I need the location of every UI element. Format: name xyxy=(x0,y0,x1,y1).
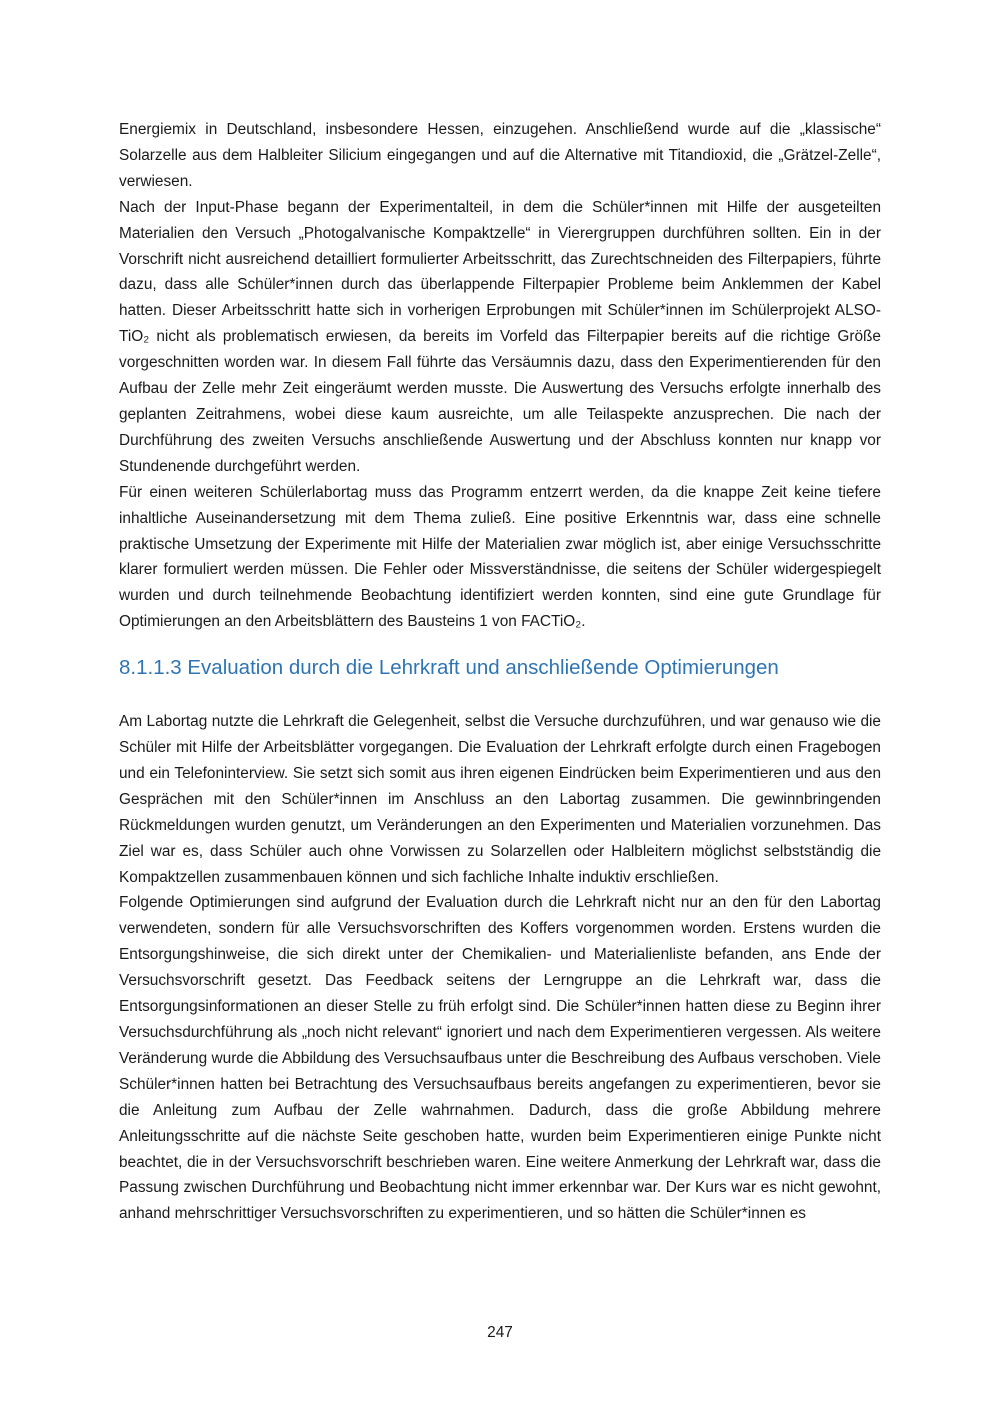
paragraph-schuelerlabortag: Für einen weiteren Schülerlabortag muss das Programm entzerrt werden, da die knappe Zeit keine tiefere inhaltliche Auseinandersetzung mit dem Thema zuließ. Eine positive Erkenntnis war, dass eine schnelle praktische Umsetzung der Experimente mit Hilfe der Materialien zwar möglich ist, aber einige Versuchsschritte klarer formuliert werden müssen. Die Fehler oder Missverständnisse, die seitens der Schüler widergespiegelt wurden und durch teilnehmende Beobachtung identifiziert werden konnten, sind eine gute Grundlage für Optimierungen an den Arbeitsblättern des Bausteins 1 von FACTiO₂. xyxy=(119,483,881,631)
paragraph-energiemix: Energiemix in Deutschland, insbesondere Hessen, einzugehen. Anschließend wurde auf die „klassische“ Solarzelle aus dem Halbleiter Silicium eingegangen und auf die Alternative mit Titandioxid, die „Grätzel-Zelle“, verwiesen. xyxy=(119,121,881,190)
page-number: 247 xyxy=(487,1324,513,1341)
paragraph-labortag: Am Labortag nutzte die Lehrkraft die Gelegenheit, selbst die Versuche durchzuführen, und war genauso wie die Schüler mit Hilfe der Arbeitsblätter vorgegangen. Die Evaluation der Lehrkraft erfolgte durch einen Fragebogen und ein Telefoninterview. Sie setzt sich somit aus ihren eigenen Eindrücken beim Experimentieren und aus den Gesprächen mit den Schüler*innen im Anschluss an den Labortag zusammen. Die gewinnbringenden Rückmeldungen wurden genutzt, um Veränderungen an den Experimenten und Materialien vorzunehmen. Das Ziel war es, dass Schüler auch ohne Vorwissen zu Solarzellen oder Halbleitern möglichst selbstständig die Kompaktzellen zusammenbauen können und sich fachliche Inhalte induktiv erschließen. xyxy=(119,713,881,886)
section-heading: 8.1.1.3 Evaluation durch die Lehrkraft und anschließende Optimierungen xyxy=(119,656,779,680)
paragraph-optimierungen: Folgende Optimierungen sind aufgrund der Evaluation durch die Lehrkraft nicht nur an den für den Labortag verwendeten, sondern für alle Versuchsvorschriften des Koffers vorgenommen worden. Erstens wurden die Entsorgungshinweise, die sich direkt unter der Chemikalien- und Materialienliste befanden, ans Ende der Versuchsvorschrift gesetzt. Das Feedback seitens der Lerngruppe an die Lehrkraft war, dass die Entsorgungsinformationen an dieser Stelle zu früh erfolgt sind. Die Schüler*innen hatten diese zu Beginn ihrer Versuchsdurchführung als „noch nicht relevant“ ignoriert und nach dem Experimentieren vergessen. Als weitere Veränderung wurde die Abbildung des Versuchsaufbaus unter die Beschreibung des Aufbaus verschoben. Viele Schüler*innen hatten bei Betrachtung des Versuchsaufbaus bereits angefangen zu experimentieren, bevor sie die Anleitung zum Aufbau der Zelle wahrnahmen. Dadurch, dass die große Abbildung mehrere Anleitungsschritte auf die nächste Seite geschoben hatte, wurden beim Experimentieren einige Punkte nicht beachtet, die in der Versuchsvorschrift beschrieben waren. Eine weitere Anmerkung der Lehrkraft war, dass die Passung zwischen Durchführung und Beobachtung nicht immer erkennbar war. Der Kurs war es nicht gewohnt, anhand mehrschrittiger Versuchsvorschriften zu experimentieren, und so hätten die Schüler*innen es xyxy=(119,894,881,1223)
document-page xyxy=(119,117,881,1227)
paragraph-experimentalteil: Nach der Input-Phase begann der Experimentalteil, in dem die Schüler*innen mit Hilfe der ausgeteilten Materialien den Versuch „Photogalvanische Kompaktzelle“ in Vierergruppen durchführen sollten. Ein in der Vorschrift nicht ausreichend detailliert formulierter Arbeitsschritt, das Zurechtschneiden des Filterpapiers, führte dazu, dass alle Schüler*innen durch das überlappende Filterpapier Probleme beim Anklemmen der Kabel hatten. Dieser Arbeitsschritt hatte sich in vorherigen Erprobungen mit Schüler*innen im Schülerprojekt ALSO-TiO₂ nicht als problematisch erwiesen, da bereits im Vorfeld das Filterpapier bereits auf die richtige Größe vorgeschnitten worden war. In diesem Fall führte das Versäumnis dazu, dass den Experimentierenden für den Aufbau der Zelle mehr Zeit eingeräumt werden musste. Die Auswertung des Versuchs erfolgte innerhalb des geplanten Zeitrahmens, wobei diese kaum ausreichte, um alle Teilaspekte anzusprechen. Die nach der Durchführung des zweiten Versuchs anschließende Auswertung und der Abschluss konnten nur knapp vor Stundenende durchgeführt werden. xyxy=(119,198,881,475)
